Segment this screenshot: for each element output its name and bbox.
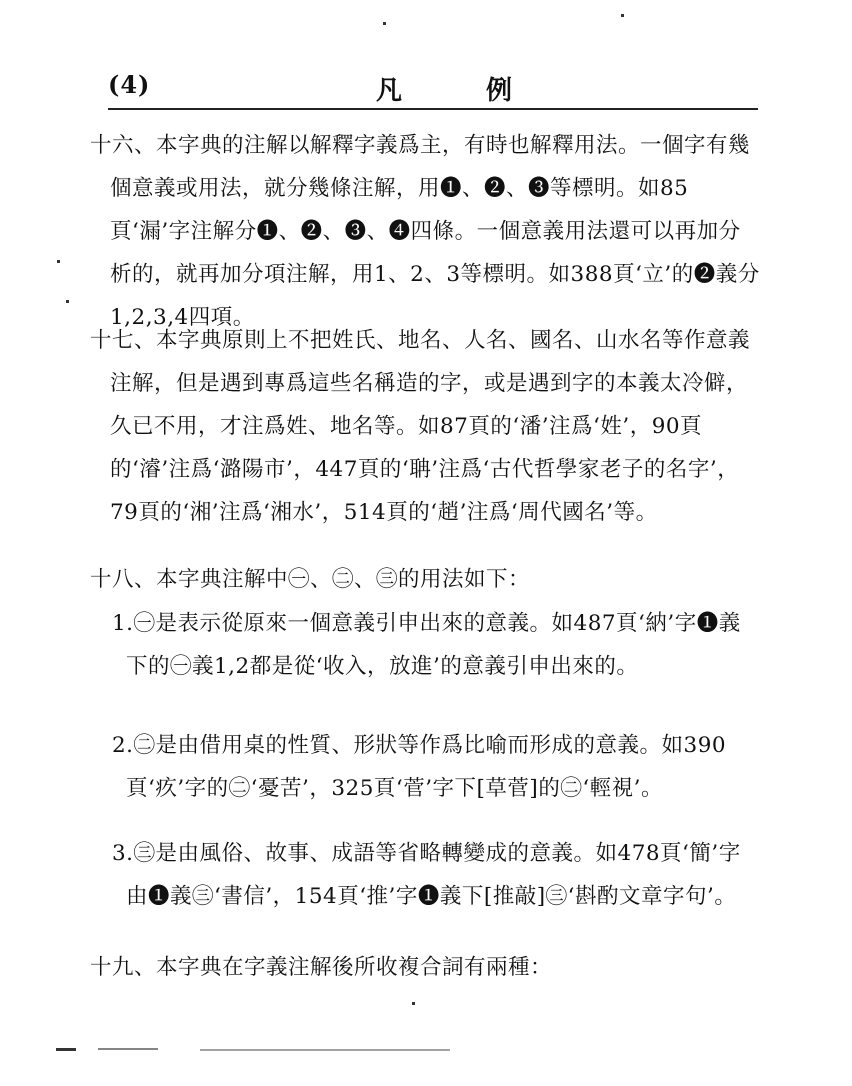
section-title-char-2: 例	[486, 76, 513, 106]
rule-item-16-body	[90, 124, 762, 339]
rule-item-17-label: 十七、	[90, 328, 157, 353]
rule-18-subitem-1-body	[112, 602, 762, 688]
scan-speck	[412, 1002, 415, 1005]
rule-item-18-text: 本字典注解中㊀、㊁、㊂的用法如下：	[156, 567, 531, 592]
section-title-char-1: 凡	[376, 76, 403, 106]
rule-18-subitem-3-body	[112, 832, 762, 918]
rule-item-18-body	[90, 558, 762, 601]
rule-item-17	[90, 319, 762, 534]
rule-item-17-body	[90, 319, 762, 534]
rule-item-18	[90, 558, 762, 601]
scan-speck	[383, 22, 386, 25]
subitem-2-label: 2.	[112, 733, 134, 758]
scan-edge-marks	[98, 1048, 158, 1050]
scan-speck	[57, 260, 60, 263]
rule-item-17-text: 本字典原則上不把姓氏、地名、人名、國名、山水名等作意義注解，但是遇到專爲這些名稱造的字，或是遇到字的本義太冷僻，久已不用，才注爲姓、地名等。如87頁的‘潘’注爲‘姓’，90頁的‘濬’注爲‘潞陽市’，447頁的‘聃’注爲‘古代哲學家老子的名字’，79頁的‘湘’注爲‘湘水’，514頁的‘趙’注爲‘周代國名’等。	[110, 328, 751, 525]
rule-18-subitem-1	[112, 602, 762, 688]
subitem-3-text: ㊂是由風俗、故事、成語等省略轉變成的意義。如478頁‘簡’字由❶義㊂‘書信’，154頁‘推’字❶義下[推敲]㊂‘斟酌文章字句’。	[126, 841, 741, 909]
rule-item-19-body	[90, 946, 762, 989]
rule-item-16-text: 本字典的注解以解釋字義爲主，有時也解釋用法。一個字有幾個意義或用法，就分幾條注解，用❶、❷、❸等標明。如85頁‘漏’字注解分❶、❷、❸、❹四條。一個意義用法還可以再加分析的，就再加分項注解，用1、2、3等標明。如388頁‘立’的❷義分1,2,3,4四項。	[110, 133, 760, 330]
subitem-2-text: ㊁是由借用桌的性質、形狀等作爲比喻而形成的意義。如390頁‘疚’字的㊁‘憂苦’，325頁‘菅’字下[草菅]的㊁‘輕視’。	[126, 733, 727, 801]
subitem-1-text: ㊀是表示從原來一個意義引申出來的意義。如487頁‘納’字❶義下的㊀義1,2都是從‘收入，放進’的意義引申出來的。	[126, 611, 741, 679]
scan-speck	[621, 14, 624, 17]
rule-18-subitem-3	[112, 832, 762, 918]
rule-18-subitem-2-body	[112, 724, 762, 810]
rule-item-19-label: 十九、	[90, 955, 157, 980]
page-header	[108, 68, 758, 108]
scan-edge-marks	[200, 1049, 450, 1051]
rule-item-19	[90, 946, 762, 989]
header-rule	[108, 108, 758, 110]
subitem-1-label: 1.	[112, 611, 134, 636]
rule-item-18-label: 十八、	[90, 567, 157, 592]
rule-item-19-text: 本字典在字義注解後所收複合詞有兩種：	[156, 955, 553, 980]
page-number: (4)	[108, 70, 151, 99]
scan-edge-marks	[56, 1048, 76, 1051]
rule-item-16	[90, 124, 762, 339]
subitem-3-label: 3.	[112, 841, 134, 866]
scan-speck	[66, 300, 69, 303]
rule-item-16-label: 十六、	[90, 133, 157, 158]
rule-18-subitem-2	[112, 724, 762, 810]
